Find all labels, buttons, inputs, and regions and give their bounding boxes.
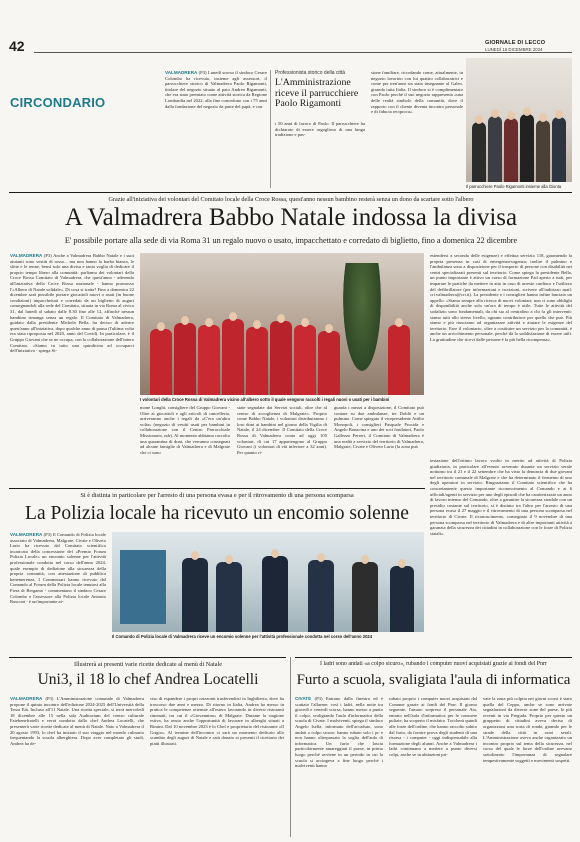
section-title: CIRCONDARIO [10, 95, 106, 110]
header-rule [34, 52, 572, 53]
top-story-col2: i 50 anni di lavoro di Paolo. Il parrucchiere ha dichiarato di essere orgoglioso di una lunga tradizione e pas- [275, 121, 365, 138]
school-col2: rubato proprio i computer nuovi acquistati dal Comune grazie ai fondi del Pnrr. Il giorno seguente, l'amaro sorpreso il personale Ata, entrato nell'aula d'informatica per le consuete pulizie, ha scoperto il misfatto. Toccherà quindi alle forze dell'ordine, che hanno raccolto subito dal furto, da fornire prova degli studenti di una risorsa - i computer - oggi indispensabile alla formazione degli alunni. Anche a Valmadrera i ladri continuano a mettere a punto diversi colpi, anche se in abitazioni pri- [389, 696, 477, 757]
top-story-headline: L'Amministrazione riceve il parrucchiere Paolo Rigamonti [275, 77, 359, 110]
uni3-top-rule [9, 657, 286, 658]
police-headline: La Polizia locale ha ricevuto un encomio solenne [25, 503, 409, 524]
xmas-col3: state segnalate dai Servizi sociali, oltre che al centro di accoglienza di Malgrate». Proprio come Babbo Natale, i volontari distribuiranno i loro doni ai bambini nel giorno della Vigilia di Natale, il 24 dicembre. Il Comitato della Croce Rossa di Valmadrera conta ad oggi 105 volontari, di cui 17 appartengono al Gruppo Giovani (i volontari di età inferiore a 32 anni). Per quanto ri- [237, 405, 327, 455]
xmas-col4: guarda i mezzi a disposizione, il Comitato può contare su due ambulanze, tre Doblò e un pulmino. Come spiegato il vicepresidente Attilio Monopoli, i consiglieri Pasquale Procida e Angelo Bonacina e uno dei soci fondatori, Paolo Gallezzo Ferreri, il Comitato di Valmadrera è una realtà a servizio del territorio di Valmadrera, Malgrate, Civate e Oliveto Lario (la zona può [334, 405, 424, 450]
polizia-photo-caption: Il Comando di Polizia locale di Valmadrera riceve un encomio solenne per l'attività professionale condotta nel corso dell'anno 2024 [112, 634, 373, 639]
police-col-right: testazione dell'ottimo lavoro svolto in merito ad attività di Polizia giudiziaria, in particolare all'evento avvenuto durante un servizio serale notturno tra il 21 e il 22 settembre che ha visto la denuncia di due giovani nel territorio comunale di Malgrate e che ha determinato il fermento di uno degli operatori in servizio. Ringraziamo il Comitato scientifico che ha concretamente questo importante riconoscimento al Comando e ai 6 ufficiali/agenti in servizio per uno degli episodi che ha caratterizzato un anno di lavoro intenso del Comando, oltre a garantire la sicurezza stradale con un presidio costante sul territorio, si è distinto tra l'altro per l'arresto di una persona evasa il 27 maggio e il ritrovamento di una persona scomparsa nel territorio di Civate. Il riconoscimento, consegnato il 9 novembre di una persona scomparsa nel territorio di Valmadrera e di altre importanti attività a garanzia della sicurezza dei cittadini in collaborazione con le forze di Polizia statali». [430, 458, 572, 536]
police-kicker-line: Si è distinta in particolare per l'arresto di una persona evasa e per il ritrovamento di una persona scomparsa [80, 492, 354, 499]
newspaper-name: GIORNALE DI LECCO [485, 40, 546, 46]
school-headline: Furto a scuola, svaligiata l'aula di informatica [296, 672, 571, 688]
school-col3: vate la zona più colpita nei giorni scorsi è stato quella del Ceppo, anche se sono arrivate segnalazioni da diverse zone del paese, le più recenti in via Preguda. Proprio per questo un gruppetto di cittadini aveva deciso di organizzarsi una sorta di ronda, girando per le strade della città in orari serali. L'Amministrazione aveva anche organizzato un incontro proprio sul tema della sicurezza, nel corso del quale le forze dell'ordine avevano sottolineato l'importanza di segnalare tempestivamente soggetti e movimenti sospetti. [483, 696, 572, 763]
school-col1: CIVATE (P3) Entrano dalla finestra ed è scattato l'allarme: così i ladri, nella notte tra giovedì e venerdì scorsa, hanno messo a punto il colpo, svaligiando l'aula d'informatica della scuola di Civate. I malviventi, spiega il sindaco Angelo Isella, informato dell'accaduto, sono andati a colpo sicuro: hanno rubato solo i pc e non hanno oltrepassato la soglia dell'aula di informatica. Un furto che lascia particolarmente amareggiati il paese, in primo luogo perché avviene in un periodo in cui la scuola si accingeva a fine luogo perché i malviventi hanno [295, 696, 384, 769]
xmas-headline: A Valmadrera Babbo Natale indossa la divisa [64, 204, 518, 231]
issue-date: LUNEDÌ 16 DICEMBRE 2024 [485, 47, 543, 52]
uni3-col1: VALMADRERA (P3) L'Amministrazione comunale di Valmadrera propone il quinto incontro dell'edizione 2024-2025 dell'Università della Terza Età. Incluso all'11 Natale. Una ricetta speciale, si terrà mercoledì 18 dicembre alle 15 nella sala Auditorium del centro culturale Fatebenefratelli e verrà condotto dallo chef Andrea Locatelli, che presenterà varie ricette dedicate al menù di Natale. Nato a Valmadrera il 20 agosto 1993, lo chef ha iniziato il suo viaggio nel mondo culinario frequentando la scuola alberghiera. Dopo aver completato gli studi, Andrea ha de- [10, 696, 144, 746]
uni3-headline: Uni3, il 18 lo chef Andrea Locatelli [37, 671, 259, 688]
polizia-photo [112, 532, 424, 632]
uni3-kicker-line: Illustrerà ai presenti varie ricette dedicate al menù di Natale [74, 661, 222, 668]
xmas-subhead: E' possibile portare alla sede di via Roma 31 un regalo nuovo o usato, impacchettato e corredato di biglietto, fino a domenica 22 dicembre [64, 236, 518, 245]
xmas-col5: estendersi a seconda delle esigenze) e effettua servizio 118, garantendo la propria presenza in casi di emergenza-urgenza; inoltre il pulmino e l'ambulanza sono a disposizione per il trasporto di persone con disabilità nei centri specializzati presenti sul territorio. Come spiega la presidente Bella, un punto importante è attivo un corso di formazione Pad aperto a tutti, per imparare le pratiche da mettere in atto in caso di arresto cardiaco e l'utilizzo del defibrillatore (per informazioni e iscrizioni, scrivere all'indirizzo mail: cri.valmadrera@cri.it). La presidente e i consiglieri hanno infine lanciato un appello: «Siamo sempre alla ricerca di nuovi volontari; non ci sono obblighi di disponibilità anche solo un'ora di tempo è utile. Tutte le attività del sodalizio sono fondamentali, da chi sta al centralino a chi fa gli interventi: siamo tutti allo stesso livello, ognuno contribuisce per quello che può. Più siamo e più riusciamo ad organizzare attività e aiutare le esigenze del territorio. Fare il volontario, oltre a costituire un servizio per la comunità, è anche un arricchimento personale, perché dà la soddisfazione di essere utili. La gratitudine che ricevi dalle persone è la più bella ricompensa». [430, 253, 572, 342]
uni3-col2: ciso di espandere i propri orizzonti trasferendosi in Inghilterra, dove ha trascorso due anni e mezzo. Di ritorno in Italia, Andrea ha messo in pratica le competenze ottenute all'estero lavorando in diversi ristoranti rinomati, tra cui il «Giovannino» di Malgrate. Durante la stagione estiva, ha avuto anche l'opportunità di lavorare in alberghi situati a Rimini. Dal 10 novembre 2023 è lo Chef e proprietario del ristorante «Il Grigio». Al termine dell'incontro ci sarà un momento dedicato allo scambio degli auguri di Natale e sarà donato ai presenti il ricettario dei piatti illustrati. [150, 696, 284, 746]
giunta-photo [466, 58, 572, 182]
school-kicker-line: I ladri sono andati «a colpo sicuro», rubando i computer nuovi acquistati grazie ai fondi del Pnrr [320, 661, 547, 667]
xmas-col2: mone Longhi, consigliere del Gruppo Giovani - Oltre ai giocattoli e agli articoli di cancelleria, arriveranno anche i regali da «C'era un'altra volta» (negozio di vestiti usati per bambini in collaborazione con il Centro Parrocchiale Missionario, ndr). Al momento abbiamo raccolto una quarantina di doni, che verranno consegnati ad alcune famiglie di Valmadrera e di Malgrate che ci sono [140, 405, 230, 455]
top-story-col3: sione familiare, ricordando come, attualmente, in negozio lavorino con lui quattro collaboratrici e come per tren'anni sia stato insegnante al Galeo, girando tutta Italia. Il sindaco si è complimentato con Paolo perché il suo negozio rappresenta «una delle realtà simbolo della comunità, dove il rapporto con il cliente diventa incontro personale e di fiducia reciproca». [371, 70, 463, 115]
xmas-top-rule [9, 192, 572, 193]
top-story-divider [270, 70, 271, 188]
police-col1: VALMADRERA (P3) Il Comando di Polizia locale associato di Valmadrera, Malgrate, Civate e Oliveto Lario ha ricevuto dal Comitato scientifico incaricato della concessione del «Premio Forum Polizia Locale» un encomio solenne per l'attività professionale condotta nel corso dell'anno 2024, quale esempio di dedizione alla sicurezza della propria comunità, con attestazione di pubblica benemerenza. I Commissari hanno ricevuto dal Comando al Forum della Polizia locale tenutosi alla Fiera di Bergamo - commentano il sindaco Cesare Colombo e l'assessore alla Polizia locale Antonio Rusconi - è un'importante at- [10, 532, 106, 605]
xmas-kicker-line: Grazie all'iniziativa dei volontari del Comitato locale della Croce Rossa, quest'anno nessun bambino resterà senza un dono da scartare sotto l'albero [108, 196, 474, 203]
top-story-small-kicker: Professionista storico della città [275, 70, 346, 76]
school-top-rule [295, 657, 572, 658]
police-top-rule [9, 488, 425, 489]
xmas-col1: VALMADRERA (P3) Anche a Valmadrera Babbo Natale e i suoi aiutanti sono vestiti di rosso... ma non hanno la barba bianca, le slitte e le renne, bensì solo una divisa e tanta voglia di dedicare il proprio tempo libero alla comunità: parliamo dei volontari della Croce Rossa Comitato di Valmadrera, che quest'anno - aderendo all'iniziativa della Croce Rossa nazionale - hanno promosso l'«Albero di Natale solidale». Di cosa si tratta? Fino a domenica 22 dicembre sarà possibile portare giocattoli nuovi o usati (in buone condizioni) impacchettati e corredati da un biglietto di auguri consegnandoli alla sede del Comitato, situata in via Roma al civico 31, dal lunedì al sabato dalle 8.30 fino alle 12, affinché nessun bambino rimanga senza un regalo. Il Comitato di Valmadrera, guidato dalla presidente Michela Bella, ha deciso di aderire quest'anno all'iniziativa, dopo qualche anno di pausa (l'ultima volta era stata riproposta nel 2020, anno del Covid). In particolare, è il Gruppo Giovani che se ne occupa, con la collaborazione dell'intero Comitato. «Siamo in tutto una quindicina ad occuparci dell'iniziativa - spiega Si- [10, 253, 134, 354]
croce-rossa-photo [140, 253, 424, 395]
bottom-divider [290, 657, 291, 837]
croce-rossa-photo-caption: I volontari della Croce Rossa di Valmadrera vicino all'albero sotto il quale vengono raccolti i regali nuovi o usati per i bambini [140, 397, 390, 402]
giunta-photo-caption: Il parrucchiere Paolo Rigamonti insieme alla Giunta [466, 184, 562, 189]
page-number: 42 [9, 38, 25, 54]
top-story-col1: VALMADRERA (P3) Lunedì scorso il sindaco Cesare Colombo ha ricevuto, insieme agli assessori, il parrucchiere storico di Valmadrera Paolo Rigamonti, titolare del negozio situato al paio Andrea Rigamonti, che era stato premiato come attività storica da Regione Lombardia nel 2022, alla fine concedono con i 75 anni dalla fondazione del negozio da parte del papà, e con [165, 70, 267, 109]
